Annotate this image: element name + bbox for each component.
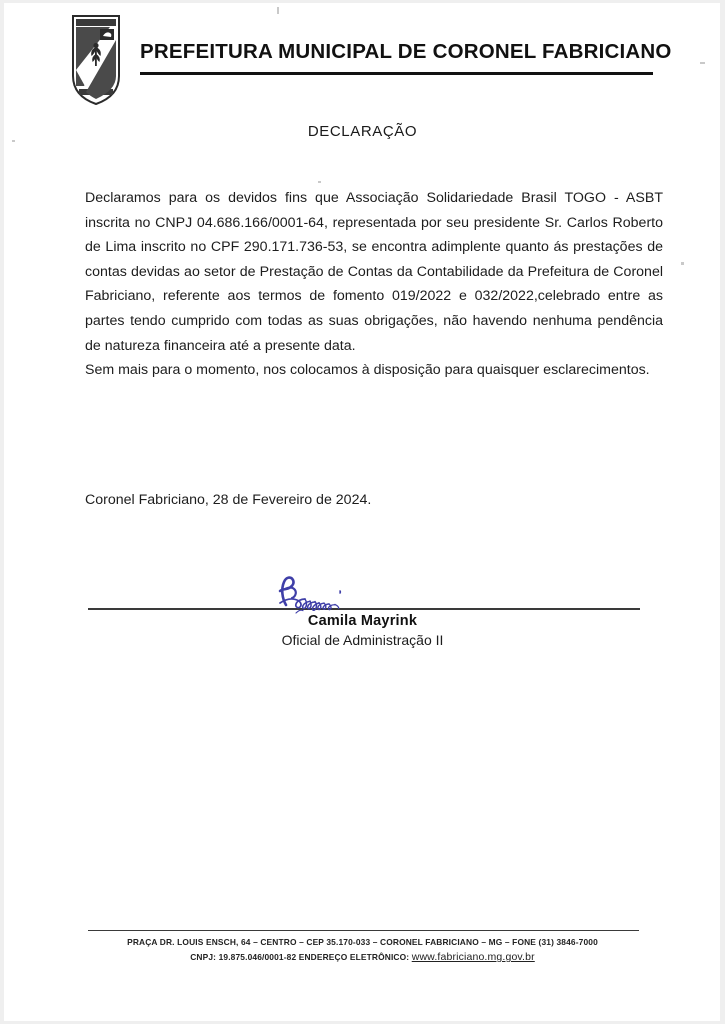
scan-edge-right	[720, 0, 725, 1024]
footer-address: PRAÇA DR. LOUIS ENSCH, 64 – CENTRO – CEP 35.170-033 – CORONEL FABRICIANO – MG – FONE (31) 3846-7000	[127, 937, 598, 947]
footer-divider	[88, 930, 639, 931]
scan-edge-top	[0, 0, 725, 3]
scan-speck	[318, 181, 321, 183]
body-paragraph: Declaramos para os devidos fins que Associação Solidariedade Brasil TOGO - ASBT inscrita no CNPJ 04.686.166/0001-64, representada por seu presidente Sr. Carlos Roberto de Lima inscrito no CPF 290.171.736-53, se encontra adimplente quanto ás prestações de contas devidas ao setor de Prestação de Contas da Contabilidade da Prefeitura de Coronel Fabriciano, referente aos termos de fomento 019/2022 e 032/2022,celebrado entre as partes tendo cumprido com todas as suas obrigações, não havendo nenhuma pendência de natureza financeira até a presente data.	[85, 190, 663, 354]
header-underline	[140, 72, 653, 75]
scan-speck	[700, 62, 705, 64]
document-header	[70, 14, 680, 109]
scan-edge-left	[0, 0, 4, 1024]
date-line: Coronel Fabriciano, 28 de Fevereiro de 2024.	[85, 492, 372, 508]
coat-of-arms-icon	[70, 14, 122, 106]
page-title: PREFEITURA MUNICIPAL DE CORONEL FABRICIANO	[140, 40, 672, 63]
handwritten-signature-icon	[272, 572, 382, 614]
scan-speck	[681, 262, 684, 265]
document-body	[85, 186, 663, 383]
declaration-heading: DECLARAÇÃO	[307, 123, 418, 140]
scan-speck	[277, 7, 279, 14]
scan-speck	[12, 140, 15, 142]
signer-name: Camila Mayrink	[307, 613, 418, 629]
body-paragraph: Sem mais para o momento, nos colocamos à disposição para quaisquer esclarecimentos.	[85, 362, 650, 379]
website-link[interactable]: www.fabriciano.mg.gov.br	[411, 951, 535, 963]
signer-role: Oficial de Administração II	[281, 632, 444, 648]
footer-cnpj-label: CNPJ: 19.875.046/0001-82 ENDEREÇO ELETRÔNICO:	[190, 952, 410, 962]
footer-cnpj-and-site	[0, 951, 725, 963]
